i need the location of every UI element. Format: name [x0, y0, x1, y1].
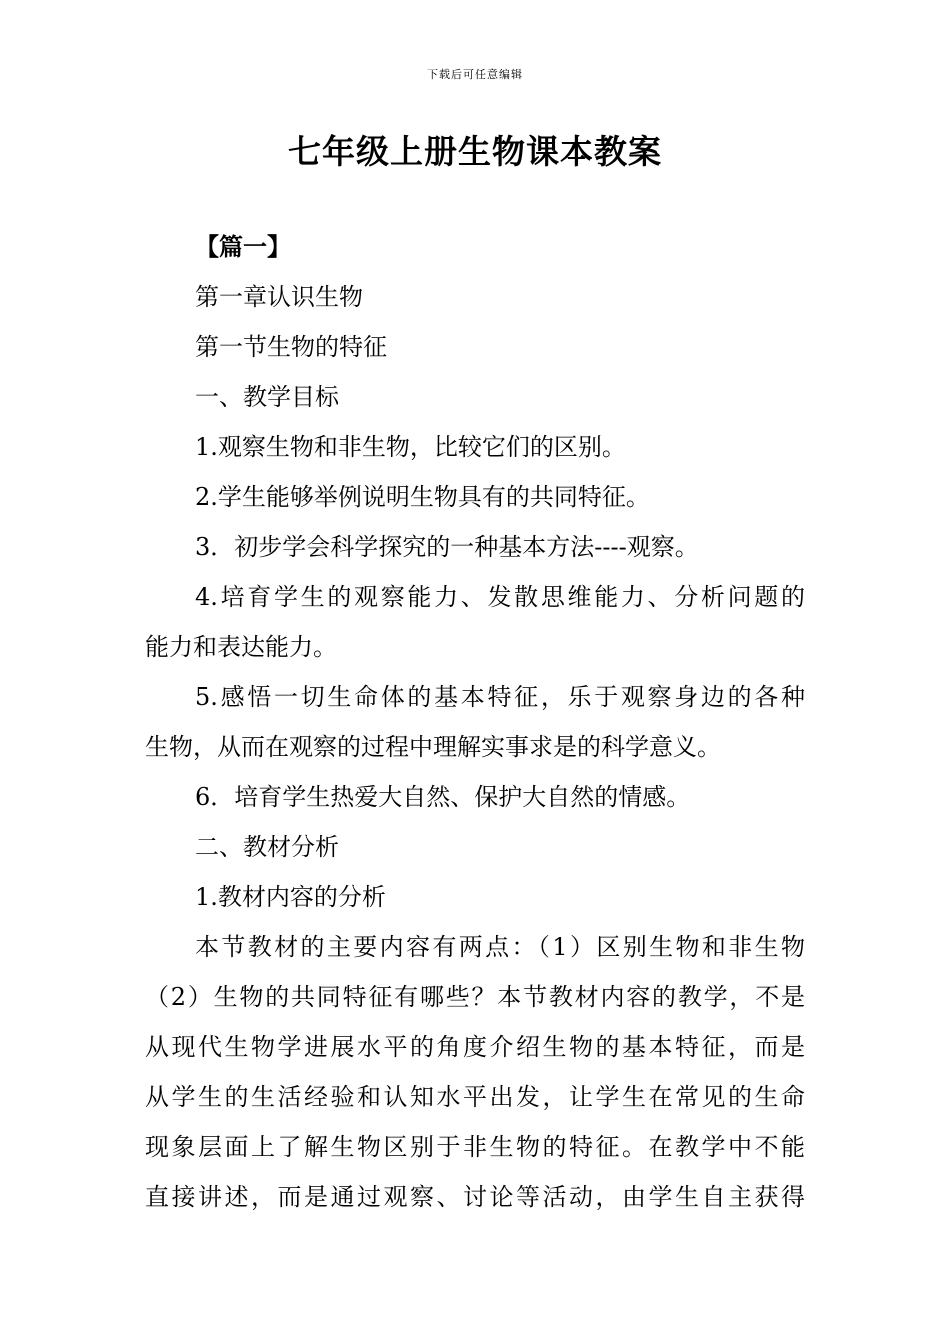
body-line: 4.培育学生的观察能力、发散思维能力、分析问题的 [195, 583, 805, 611]
body-line: 生物，从而在观察的过程中理解实事求是的科学意义。 [145, 733, 721, 761]
body-line: （2）生物的共同特征有哪些？本节教材内容的教学，不是 [145, 983, 805, 1011]
header-note: 下载后可任意编辑 [427, 68, 523, 81]
body-line: 现象层面上了解生物区别于非生物的特征。在教学中不能 [145, 1133, 805, 1161]
body-line: 1.观察生物和非生物，比较它们的区别。 [195, 433, 626, 461]
body-line: 6．培育学生热爱大自然、保护大自然的情感。 [195, 783, 691, 811]
body-line: 从学生的生活经验和认知水平出发，让学生在常见的生命 [145, 1083, 805, 1111]
body-line: 5.感悟一切生命体的基本特征，乐于观察身边的各种 [195, 683, 805, 711]
body-line: 【篇一】 [195, 232, 291, 261]
body-line: 3．初步学会科学探究的一种基本方法----观察。 [195, 533, 699, 561]
body-line: 1.教材内容的分析 [195, 883, 386, 911]
body-line: 从现代生物学进展水平的角度介绍生物的基本特征，而是 [145, 1033, 805, 1061]
body-line: 第一节生物的特征 [195, 333, 387, 361]
body-line: 二、教材分析 [195, 833, 339, 861]
body-line: 第一章认识生物 [195, 283, 363, 311]
document-title: 七年级上册生物课本教案 [288, 132, 662, 171]
document-body [145, 222, 805, 1222]
body-line: 直接讲述，而是通过观察、讨论等活动，由学生自主获得 [145, 1183, 805, 1211]
body-line: 2.学生能够举例说明生物具有的共同特征。 [195, 483, 650, 511]
body-line: 一、教学目标 [195, 383, 339, 411]
body-line: 能力和表达能力。 [145, 633, 337, 661]
body-line: 本节教材的主要内容有两点：（1）区别生物和非生物 [195, 933, 805, 961]
